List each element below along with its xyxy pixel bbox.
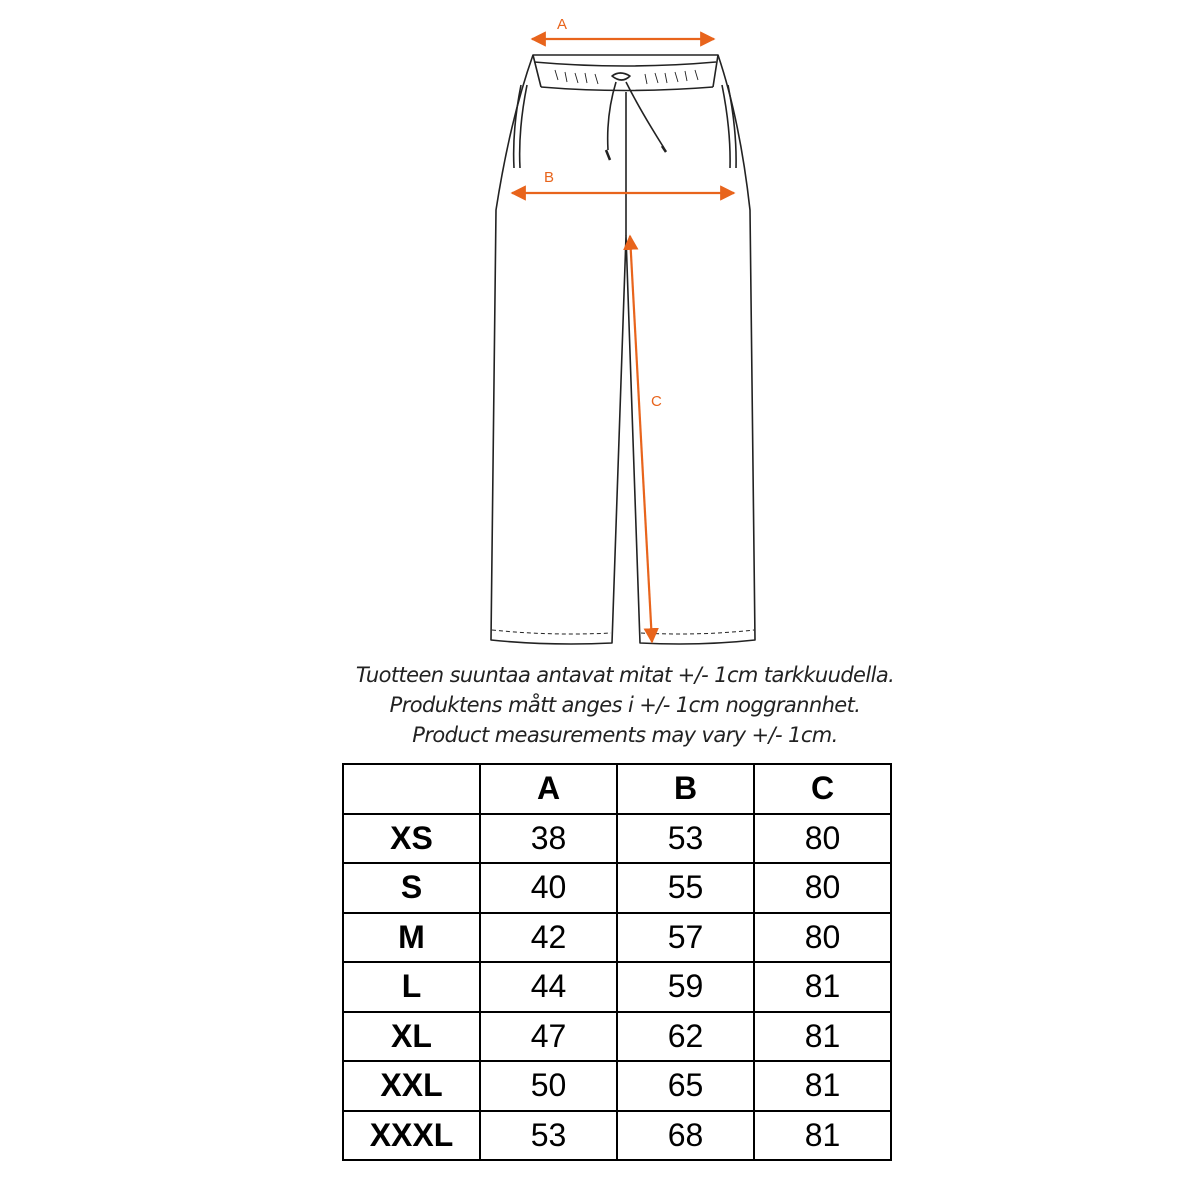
label-c: C	[651, 393, 662, 410]
label-b: B	[544, 169, 555, 186]
label-a: A	[557, 16, 568, 33]
value-c: 81	[754, 962, 891, 1012]
size-cell: XS	[343, 814, 480, 864]
size-cell: M	[343, 913, 480, 963]
table-row	[343, 1111, 891, 1161]
header-empty	[343, 764, 480, 814]
value-b: 55	[617, 863, 754, 913]
value-a: 53	[480, 1111, 617, 1161]
size-cell: S	[343, 863, 480, 913]
table-row	[343, 863, 891, 913]
value-a: 44	[480, 962, 617, 1012]
note-english: Product measurements may vary +/- 1cm.	[412, 723, 838, 747]
size-cell: XL	[343, 1012, 480, 1062]
value-c: 81	[754, 1111, 891, 1161]
size-cell: XXXL	[343, 1111, 480, 1161]
note-swedish: Produktens mått anges i +/- 1cm noggrannhet.	[389, 693, 861, 717]
value-a: 40	[480, 863, 617, 913]
value-a: 38	[480, 814, 617, 864]
value-b: 59	[617, 962, 754, 1012]
table-row	[343, 962, 891, 1012]
header-c: C	[754, 764, 891, 814]
measurement-notes	[0, 660, 1200, 750]
table-row	[343, 913, 891, 963]
pants-outline	[491, 55, 755, 644]
table-header-row	[343, 764, 891, 814]
value-a: 42	[480, 913, 617, 963]
header-b: B	[617, 764, 754, 814]
value-c: 81	[754, 1061, 891, 1111]
value-b: 53	[617, 814, 754, 864]
value-c: 81	[754, 1012, 891, 1062]
value-c: 80	[754, 913, 891, 963]
value-b: 57	[617, 913, 754, 963]
header-a: A	[480, 764, 617, 814]
table-row	[343, 814, 891, 864]
value-a: 50	[480, 1061, 617, 1111]
size-table	[342, 763, 892, 1161]
note-finnish: Tuotteen suuntaa antavat mitat +/- 1cm tarkkuudella.	[355, 663, 895, 687]
table-row	[343, 1061, 891, 1111]
value-b: 62	[617, 1012, 754, 1062]
value-a: 47	[480, 1012, 617, 1062]
value-b: 65	[617, 1061, 754, 1111]
table-row	[343, 1012, 891, 1062]
value-b: 68	[617, 1111, 754, 1161]
size-cell: XXL	[343, 1061, 480, 1111]
value-c: 80	[754, 863, 891, 913]
size-cell: L	[343, 962, 480, 1012]
value-c: 80	[754, 814, 891, 864]
